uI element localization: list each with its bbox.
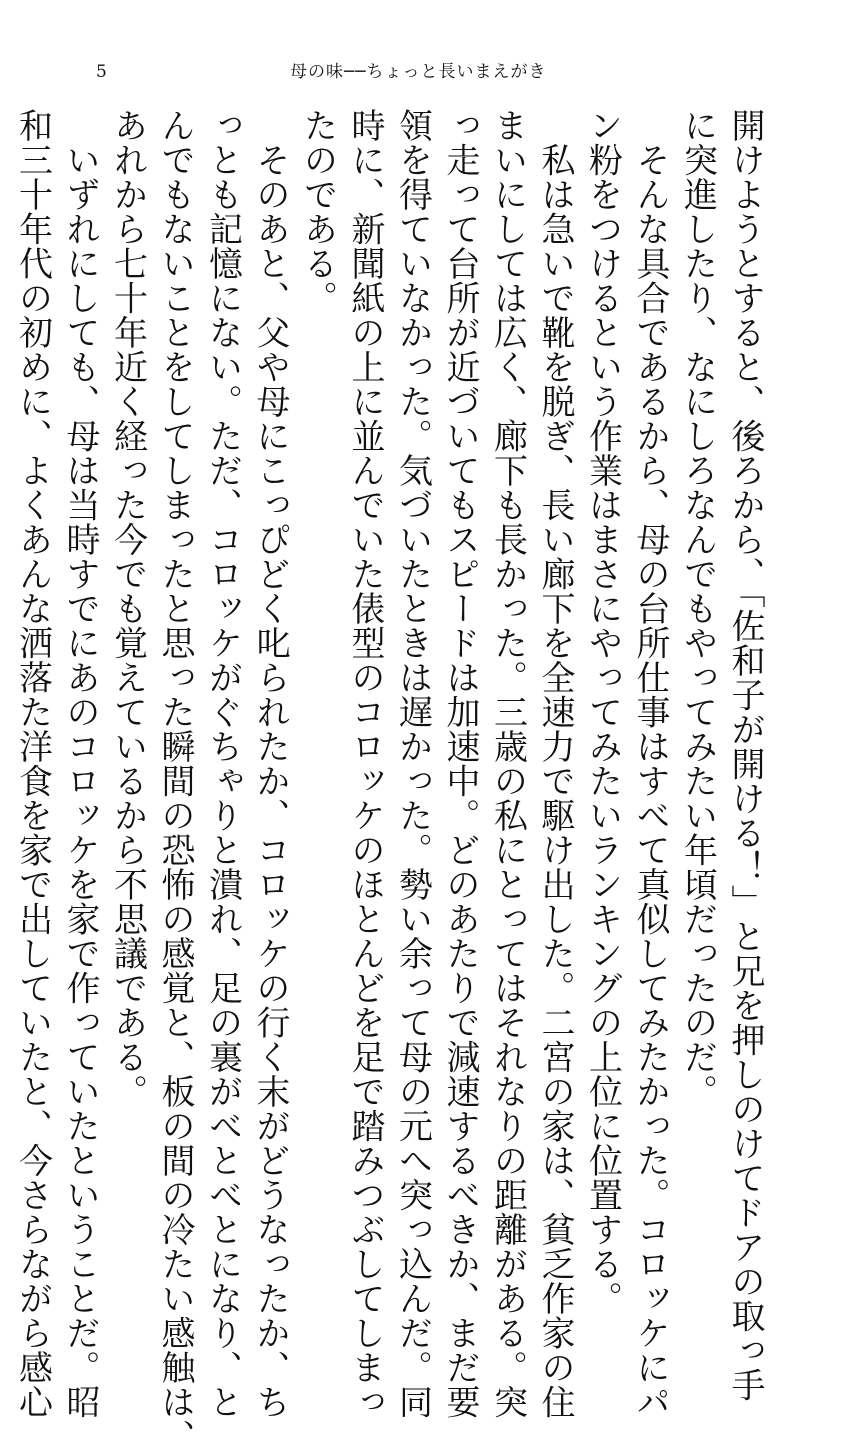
- page-number: 5: [96, 62, 107, 82]
- vertical-text-body: [12, 108, 768, 1454]
- text-line: そんな具合であるから、母の台所仕事はすべて真似してみたかった。コロッケにパ: [630, 108, 670, 1419]
- text-line: っとも記憶にない。ただ、コロッケがぐちゃりと潰れ、足の裏がべとべとになり、と: [202, 108, 243, 1419]
- text-line: 開けようとすると、後ろから、「佐和子が開ける！」と兄を押しのけてドアの取っ手: [725, 108, 765, 1402]
- text-line: いずれにしても、母は当時すでにあのコロッケを家で作っていたということだ。昭: [60, 108, 100, 1419]
- text-line: たのである。: [297, 108, 338, 315]
- text-line: まいにしては広く、廊下も長かった。三歳の私にとってはそれなりの距離がある。突: [487, 108, 528, 1419]
- text-line: 私は急いで靴を脱ぎ、長い廊下を全速力で駆け出した。二宮の家は、貧乏作家の住: [535, 108, 575, 1419]
- text-line: 時に、新聞紙の上に並んでいた俵型のコロッケのほとんどを足で踏みつぶしてしまっ: [345, 108, 385, 1419]
- text-line: ン粉をつけるという作業はまさにやってみたいランキングの上位に位置する。: [582, 108, 623, 1316]
- text-line: んでもないことをしてしまったと思った瞬間の恐怖の感覚と、板の間の冷たい感触は、: [155, 108, 195, 1454]
- running-title: 母の味──ちょっと長いまえがき: [290, 62, 547, 82]
- text-line: に突進したり、なにしろなんでもやってみたい年頃だったのだ。: [677, 108, 718, 1109]
- text-line: そのあと、父や母にこっぴどく叱られたか、コロッケの行く末がどうなったか、ち: [250, 108, 290, 1419]
- text-line: 和三十年代の初めに、よくあんな洒落た洋食を家で出していたと、今さらながら感心: [12, 108, 53, 1419]
- text-line: 領を得ていなかった。気づいたときは遅かった。勢い余って母の元へ突っ込んだ。同: [392, 108, 433, 1419]
- text-line: あれから七十年近く経った今でも覚えているから不思議である。: [107, 108, 148, 1109]
- text-line: っ走って台所が近づいてもスピードは加速中。どのあたりで減速するべきか、まだ要: [440, 108, 480, 1419]
